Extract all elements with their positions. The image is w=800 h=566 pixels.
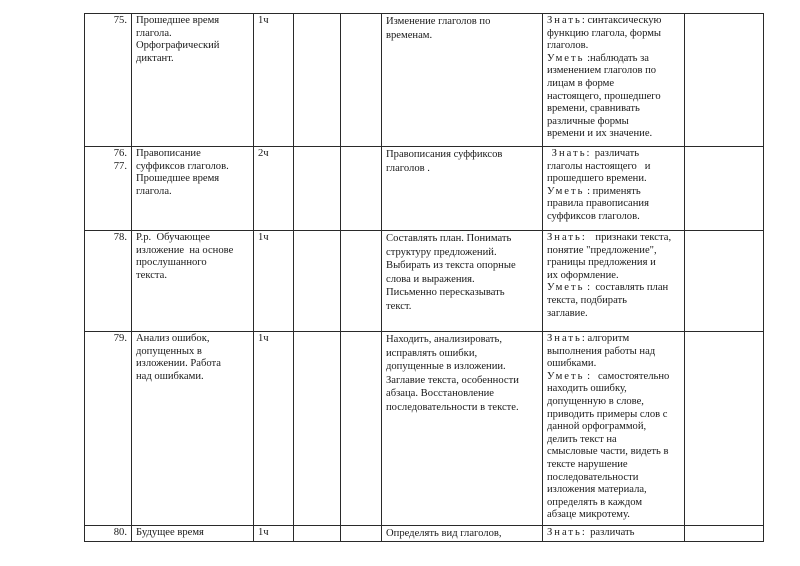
requirement-line (547, 245, 680, 258)
hours-cell (254, 526, 294, 542)
requirement-text: текста, подбирать (547, 294, 627, 306)
activities-cell (382, 231, 543, 332)
requirement-text: границы предложения и (547, 257, 656, 269)
requirement-text: выполнения работы над (547, 345, 656, 357)
requirement-text: настоящего, прошедшего (547, 90, 661, 102)
notes-cell (685, 526, 764, 542)
requirement-text: лицам в форме (547, 77, 615, 89)
requirement-line (547, 409, 680, 422)
notes-cell (685, 147, 764, 231)
table-row (85, 14, 764, 147)
activities-line: слова и выражения. (386, 273, 475, 285)
requirement-line (547, 497, 680, 510)
requirement-text: изложения материала, (547, 484, 647, 496)
requirement-line (547, 333, 680, 346)
requirement-label: Уметь (547, 52, 585, 64)
requirement-text: делить текст на (547, 433, 617, 445)
hours-cell (254, 147, 294, 231)
requirement-label: Знать (547, 232, 582, 243)
topic-line: Прошедшее время (136, 15, 220, 26)
requirements-cell (543, 231, 685, 332)
requirement-text: : применять (584, 185, 641, 197)
activities-line: Составлять план. Понимать (386, 233, 512, 244)
requirement-text: :наблюдать за (584, 52, 650, 64)
requirement-line (547, 211, 680, 224)
requirement-text: данной орфограммой, (547, 421, 647, 433)
requirement-text: определять в каждом (547, 496, 643, 508)
hours-cell (254, 332, 294, 526)
requirement-text: глаголов. (547, 40, 589, 52)
activities-line: Письменно пересказывать (386, 287, 505, 298)
hours-cell (254, 14, 294, 147)
requirement-text: их оформление. (547, 269, 619, 281)
requirement-line (547, 15, 680, 28)
activities-line: допущенные в изложении. (386, 361, 506, 372)
lesson-number-cell (85, 14, 132, 147)
requirement-line (547, 148, 680, 161)
requirement-line (547, 383, 680, 396)
hours-value: 1ч (258, 232, 269, 243)
hours-value: 1ч (258, 15, 269, 26)
requirement-label: Знать (547, 527, 582, 538)
requirement-line (547, 446, 680, 459)
requirement-line (547, 371, 680, 384)
requirement-text: : синтаксическую (581, 15, 662, 26)
date-plan-cell (294, 231, 341, 332)
requirement-label: Знать (547, 148, 587, 159)
requirement-text: находить ошибку, (547, 383, 627, 395)
requirement-line (547, 270, 680, 283)
topic-line: Прошедшее время (136, 173, 220, 185)
requirement-line (547, 40, 680, 53)
requirement-text: : признаки текста, (581, 232, 672, 243)
activities-cell (382, 332, 543, 526)
requirement-line (547, 232, 680, 245)
activities-line: абзаца. Восстановление (386, 388, 494, 399)
requirement-text: изменением глаголов по (547, 65, 657, 77)
requirement-label: Знать (547, 333, 582, 344)
activities-line: Определять вид глаголов, (386, 528, 502, 539)
requirement-line (547, 484, 680, 497)
requirement-text: : алгоритм (581, 333, 630, 344)
number-line: 80. (113, 527, 127, 538)
date-fact-cell (341, 14, 382, 147)
topic-line: над ошибками. (136, 370, 204, 382)
topic-cell (132, 14, 254, 147)
activities-line: Находить, анализировать, (386, 334, 503, 345)
date-fact-cell (341, 231, 382, 332)
topic-cell (132, 526, 254, 542)
activities-line: структуру предложений. (386, 246, 497, 258)
topic-line: глагола. (136, 185, 172, 197)
lesson-number-cell (85, 231, 132, 332)
table-row (85, 332, 764, 526)
topic-line: Будущее время (136, 527, 204, 538)
requirement-line (547, 65, 680, 78)
requirement-text: абзаце микротему. (547, 509, 630, 521)
requirement-line (547, 527, 680, 540)
activities-cell (382, 526, 543, 542)
date-fact-cell (341, 332, 382, 526)
requirement-text: : самостоятельно (584, 370, 670, 382)
activities-line: последовательности в тексте. (386, 401, 519, 413)
hours-cell (254, 231, 294, 332)
requirement-line (547, 173, 680, 186)
topic-line: изложение на основе (136, 244, 234, 256)
activities-cell (382, 14, 543, 147)
topic-line: Р.р. Обучающее (136, 232, 210, 243)
table-row (85, 526, 764, 542)
lesson-number-cell (85, 526, 132, 542)
requirement-line (547, 434, 680, 447)
requirement-text: правила правописания (547, 198, 649, 210)
requirement-text: допущенную в слове, (547, 395, 644, 407)
requirement-line (547, 91, 680, 104)
requirement-line (547, 472, 680, 485)
requirement-text: заглавие. (547, 307, 588, 319)
requirement-line (547, 358, 680, 371)
requirement-text: последовательности (547, 471, 639, 483)
requirement-line (547, 421, 680, 434)
requirement-line (547, 198, 680, 211)
activities-line: временам. (386, 29, 433, 41)
requirement-line (547, 346, 680, 359)
requirement-line (547, 116, 680, 129)
activities-cell (382, 147, 543, 231)
requirement-text: прошедшего времени. (547, 173, 647, 185)
requirement-text: суффиксов глаголов. (547, 210, 640, 222)
topic-cell (132, 231, 254, 332)
requirement-text: времени и их значение. (547, 128, 653, 140)
requirement-text: функцию глагола, формы (547, 27, 662, 39)
topic-cell (132, 332, 254, 526)
number-line: 79. (113, 333, 127, 344)
requirement-line (547, 186, 680, 199)
requirement-text: смысловые части, видеть в (547, 446, 669, 458)
requirement-line (547, 78, 680, 91)
requirement-line (547, 295, 680, 308)
requirement-text: : составлять план (584, 282, 669, 294)
requirement-text: тексте нарушение (547, 458, 628, 470)
requirement-label: Уметь (547, 185, 585, 197)
requirement-text: : различать (581, 527, 635, 538)
requirement-label: Уметь (547, 370, 585, 382)
hours-value: 1ч (258, 527, 269, 538)
requirements-cell (543, 526, 685, 542)
notes-cell (685, 332, 764, 526)
lesson-number-cell (85, 147, 132, 231)
topic-line: глагола. (136, 27, 172, 39)
requirement-line (547, 509, 680, 522)
requirement-line (547, 128, 680, 141)
topic-line: текста. (136, 269, 168, 281)
activities-line: Изменение глаголов по (386, 16, 491, 27)
requirements-cell (543, 332, 685, 526)
date-plan-cell (294, 332, 341, 526)
requirement-line (547, 282, 680, 295)
lesson-number-cell (85, 332, 132, 526)
topic-line: изложении. Работа (136, 358, 221, 370)
activities-line: глаголов . (386, 162, 430, 174)
notes-cell (685, 14, 764, 147)
date-plan-cell (294, 14, 341, 147)
date-plan-cell (294, 526, 341, 542)
requirement-text: глаголы настоящего и (547, 160, 651, 172)
requirement-line (547, 103, 680, 116)
hours-value: 1ч (258, 333, 269, 344)
requirement-label: Знать (547, 15, 582, 26)
number-line: 75. (113, 15, 127, 26)
activities-line: Заглавие текста, особенности (386, 374, 519, 386)
date-fact-cell (341, 147, 382, 231)
table-row (85, 147, 764, 231)
topic-line: прослушанного (136, 257, 207, 269)
requirement-label: Уметь (547, 282, 585, 294)
lesson-plan-table (84, 13, 764, 542)
requirement-text: приводить примеры слов с (547, 408, 668, 420)
requirement-line (547, 396, 680, 409)
requirement-text: понятие "предложение", (547, 244, 657, 256)
topic-line: диктант. (136, 52, 174, 64)
activities-line: текст. (386, 300, 412, 312)
topic-line: допущенных в (136, 345, 202, 357)
date-fact-cell (341, 526, 382, 542)
requirements-cell (543, 14, 685, 147)
requirements-cell (543, 147, 685, 231)
activities-line: исправлять ошибки, (386, 347, 478, 359)
notes-cell (685, 231, 764, 332)
topic-cell (132, 147, 254, 231)
topic-line: Правописание (136, 148, 201, 159)
requirement-text: различные формы (547, 115, 629, 127)
requirement-text: ошибками. (547, 358, 597, 370)
requirement-text: времени, сравнивать (547, 103, 640, 115)
date-plan-cell (294, 147, 341, 231)
topic-line: Анализ ошибок, (136, 333, 210, 344)
requirement-line (547, 459, 680, 472)
requirement-line (547, 161, 680, 174)
hours-value: 2ч (258, 148, 269, 159)
topic-line: суффиксов глаголов. (136, 160, 229, 172)
requirement-line (547, 53, 680, 66)
requirement-line (547, 257, 680, 270)
activities-line: Правописания суффиксов (386, 149, 503, 160)
number-line: 77. (113, 160, 127, 172)
requirement-line (547, 28, 680, 41)
requirement-line (547, 308, 680, 321)
requirement-text: : различать (586, 148, 640, 159)
number-line: 76. (113, 148, 127, 159)
activities-line: Выбирать из текста опорные (386, 260, 516, 271)
number-line: 78. (113, 232, 127, 243)
topic-line: Орфографический (136, 40, 220, 52)
table-row (85, 231, 764, 332)
